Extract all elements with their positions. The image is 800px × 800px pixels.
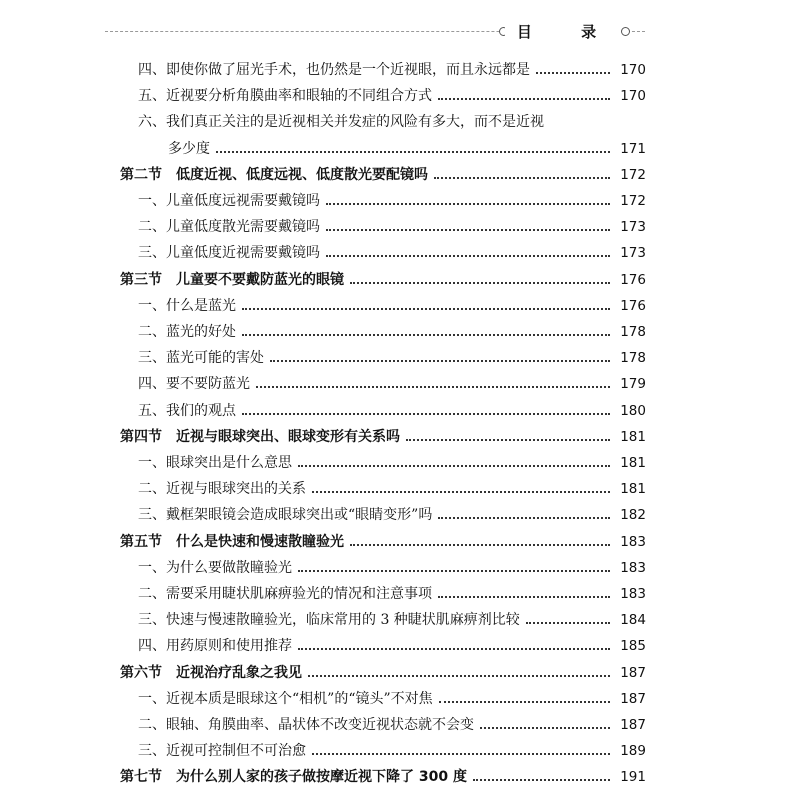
dot-leader	[526, 622, 610, 624]
toc-page-number: 178	[620, 350, 646, 367]
toc-item-row	[138, 319, 646, 345]
toc-item-row	[138, 83, 646, 109]
dot-leader	[536, 72, 610, 74]
toc-item-row	[138, 476, 646, 502]
toc-entry-title: 四、用药原则和使用推荐	[138, 638, 292, 655]
toc-entry-title: 第四节 近视与眼球突出、眼球变形有关系吗	[120, 428, 400, 445]
dot-leader	[480, 727, 610, 729]
toc-item-row	[168, 136, 646, 162]
toc-page-number: 187	[620, 717, 646, 733]
toc-item-row	[138, 57, 646, 83]
dot-leader	[434, 177, 610, 179]
dot-leader	[256, 386, 610, 388]
toc-item-row	[138, 214, 646, 240]
toc-entry-title: 二、眼轴、角膜曲率、晶状体不改变近视状态就不会变	[138, 717, 474, 733]
toc-page-number: 173	[620, 245, 646, 262]
toc-item-row	[138, 293, 646, 319]
toc-page-number: 183	[620, 586, 646, 602]
toc-section-row	[120, 162, 646, 188]
toc-entry-title: 四、即使你做了屈光手术，也仍然是一个近视眼，而且永远都是	[138, 62, 530, 78]
toc-entry-title: 多少度	[168, 140, 210, 157]
toc-entry-title: 三、蓝光可能的害处	[138, 350, 264, 367]
toc-entry-title: 三、戴框架眼镜会造成眼球突出或“眼睛变形”吗	[138, 507, 433, 524]
toc-page-number: 181	[620, 428, 646, 445]
toc-entry-title: 三、近视可控制但不可治愈	[138, 743, 306, 760]
toc-page-number: 189	[620, 743, 646, 760]
toc-entry-title: 二、儿童低度散光需要戴镜吗	[138, 219, 320, 236]
toc-entry-title: 五、我们的观点	[138, 402, 236, 419]
dot-leader	[406, 439, 610, 441]
dot-leader	[216, 151, 610, 153]
toc-item-row	[138, 450, 646, 476]
toc-item-row	[138, 188, 646, 214]
toc-entry-title: 第二节 低度近视、低度远视、低度散光要配镜吗	[120, 166, 428, 183]
toc-page-number: 172	[620, 166, 646, 183]
dot-leader	[350, 282, 610, 284]
toc-section-row	[120, 267, 646, 293]
toc-section-row	[120, 660, 646, 686]
toc-section-row	[120, 424, 646, 450]
toc-page-number: 182	[620, 507, 646, 524]
toc-entry-title: 四、要不要防蓝光	[138, 376, 250, 393]
dot-leader	[270, 360, 610, 362]
toc-entry-title: 一、近视本质是眼球这个“相机”的“镜头”不对焦	[138, 690, 433, 707]
dot-leader	[438, 596, 610, 598]
toc-entry-title: 第五节 什么是快速和慢速散瞳验光	[120, 533, 344, 550]
toc-page-number: 170	[620, 88, 646, 105]
toc-entry-title: 二、蓝光的好处	[138, 324, 236, 340]
toc-page-number: 179	[620, 376, 646, 393]
toc-entry-title: 第七节 为什么别人家的孩子做按摩近视下降了 300 度	[120, 769, 467, 786]
dot-leader	[298, 465, 610, 467]
toc-entry-title: 第三节 儿童要不要戴防蓝光的眼镜	[120, 271, 344, 288]
toc-page-number: 191	[620, 769, 646, 786]
toc-page-number: 187	[620, 664, 646, 681]
toc-page-number: 178	[620, 324, 646, 340]
toc-item-row	[138, 345, 646, 371]
toc-item-row	[138, 633, 646, 659]
toc-item-row	[138, 240, 646, 266]
dot-leader	[473, 779, 610, 781]
dot-leader	[242, 334, 610, 336]
dot-leader	[326, 255, 610, 257]
toc-page-number: 183	[620, 533, 646, 550]
toc-item-row	[138, 581, 646, 607]
toc-item-row	[138, 398, 646, 424]
toc-page-number: 180	[620, 402, 646, 419]
dot-leader	[308, 675, 610, 677]
toc-item-row	[138, 738, 646, 764]
dot-leader	[298, 648, 610, 650]
toc-page-number: 184	[620, 612, 646, 629]
dot-leader	[438, 517, 610, 519]
toc-item-row	[138, 607, 646, 633]
dot-leader	[438, 98, 610, 100]
dot-leader	[242, 308, 610, 310]
toc-item-row	[138, 502, 646, 528]
dot-leader	[326, 229, 610, 231]
header-dot-right	[621, 27, 630, 36]
toc-page-number: 176	[620, 297, 646, 314]
toc-entry-title: 五、近视要分析角膜曲率和眼轴的不同组合方式	[138, 88, 432, 105]
toc-page-number: 187	[620, 690, 646, 707]
toc-item-row	[138, 555, 646, 581]
toc-item-row	[138, 686, 646, 712]
toc-entry-title: 三、快速与慢速散瞳验光，临床常用的 3 种睫状肌麻痹剂比较	[138, 612, 520, 629]
toc-page-number: 172	[620, 193, 646, 209]
toc-item-row	[138, 712, 646, 738]
toc-page-number: 185	[620, 638, 646, 655]
dot-leader	[242, 413, 610, 415]
dot-leader	[439, 701, 610, 703]
toc-page-number: 173	[620, 219, 646, 236]
toc-entry-title: 一、什么是蓝光	[138, 297, 236, 314]
toc-page-number: 181	[620, 481, 646, 498]
toc-page-number: 183	[620, 559, 646, 576]
toc-entry-title: 第六节 近视治疗乱象之我见	[120, 664, 302, 681]
toc-item-row	[138, 109, 646, 135]
toc-page-number: 171	[620, 140, 646, 157]
toc-page-number: 170	[620, 62, 646, 78]
dot-leader	[326, 203, 610, 205]
toc-entry-title: 二、需要采用睫状肌麻痹验光的情况和注意事项	[138, 586, 432, 602]
dot-leader	[298, 570, 610, 572]
toc-entry-title: 一、儿童低度远视需要戴镜吗	[138, 193, 320, 209]
toc-entry-title: 一、为什么要做散瞳验光	[138, 559, 292, 576]
page-title: 目 录	[505, 19, 620, 43]
toc-page-number: 181	[620, 455, 646, 471]
toc-entry-title: 三、儿童低度近视需要戴镜吗	[138, 245, 320, 262]
dot-leader	[350, 544, 610, 546]
toc-entry-title: 二、近视与眼球突出的关系	[138, 481, 306, 498]
toc-entry-title: 六、我们真正关注的是近视相关并发症的风险有多大，而不是近视	[138, 114, 544, 131]
toc-section-row	[120, 764, 646, 790]
toc-entry-title: 一、眼球突出是什么意思	[138, 455, 292, 471]
toc-item-row	[138, 371, 646, 397]
toc-page-number: 176	[620, 271, 646, 288]
toc-section-row	[120, 529, 646, 555]
dot-leader	[312, 491, 610, 493]
dot-leader	[312, 753, 610, 755]
